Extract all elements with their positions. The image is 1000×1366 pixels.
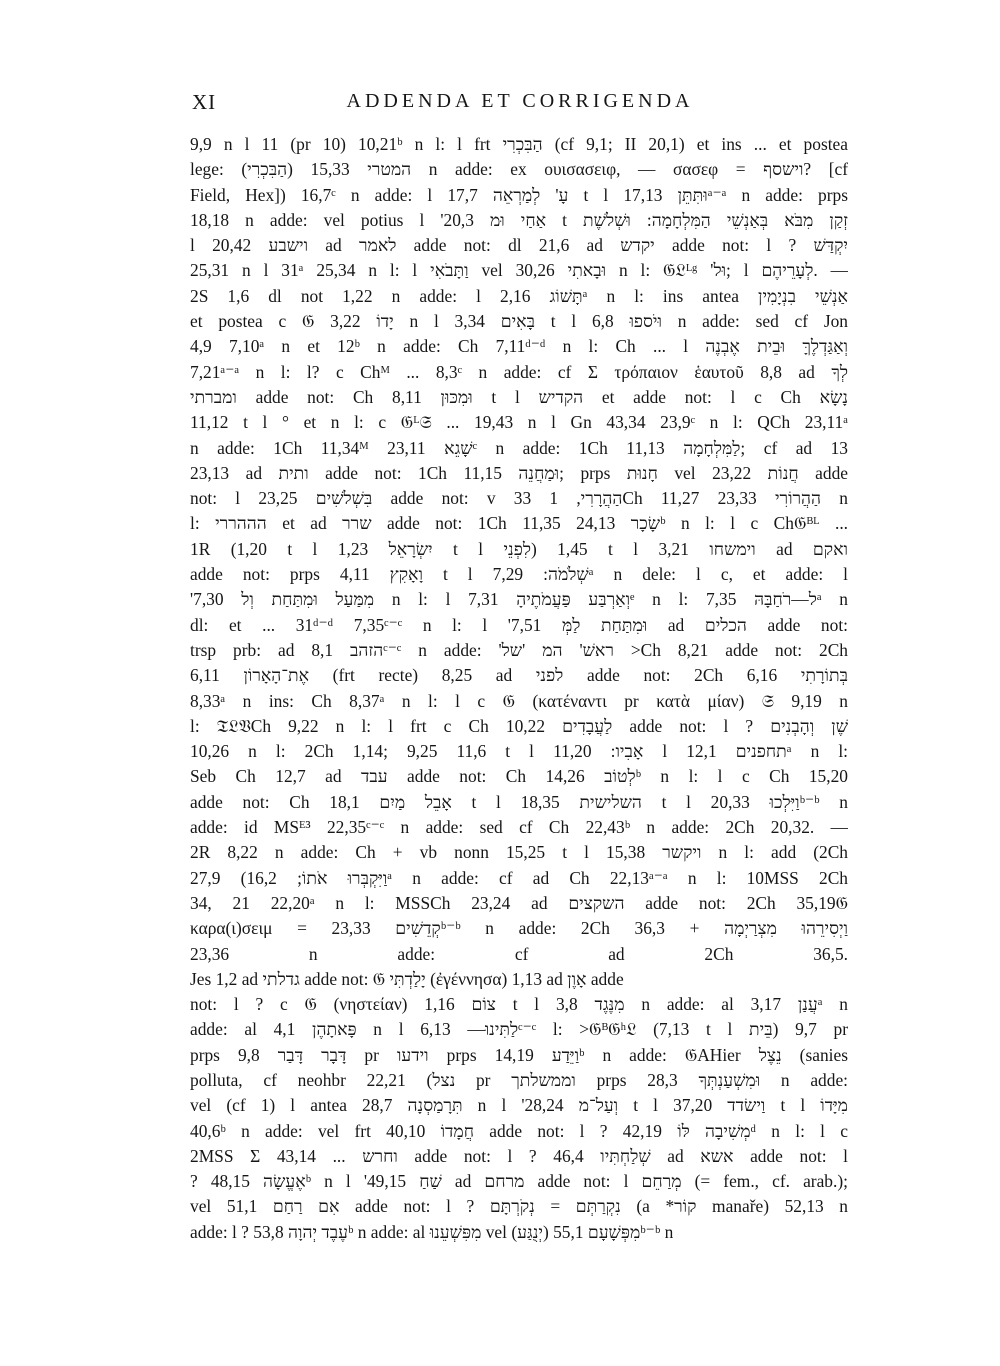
text-line: 27,9 (וַיִּקְבְּרוּ אֹתוֹ; 16,2ᵃ n adde: cf ad Ch 22,13ᵃ⁻ᵃ n l: 10MSS 2Ch	[190, 867, 848, 888]
text-line: adde not: prps וָאָקִץ 4,11 t l שְׁלֹמֹה: 7,29ᵃ n dele: l c, et adde: l	[190, 564, 848, 585]
text-line: 2R 8,22 n adde: Ch + vb nonn 15,25 t l ויקשר 15,38 n l: add (2Ch	[190, 842, 848, 863]
text-line: l: 𝔗𝔏𝔙Ch 9,22 n l: l frt c Ch לַעֲבָדִים 10,22 adde not: l ? שֶׁן וְהָבְנִים	[190, 715, 848, 736]
page-title: ADDENDA ET CORRIGENDA	[346, 90, 694, 112]
text-line: l וישבע 20,42 ad לאמר adde not: dl 21,6 ad יקדש adde not: l ? יִקְדַּשׁ	[190, 235, 848, 256]
text-line: 10,26 n l: 2Ch 1,14; 9,25 11,6 t l אָבִיו: 11,20 l תחפנים 12,1ᵃ n l:	[190, 741, 848, 762]
text-line: Field, Hex]) 16,7ᶜ n adde: l עָ' לְמַרְאֵה 17,7 t l וּתִּתֵּן 17,13ᵃ⁻ᵃ n adde: prps	[190, 184, 848, 205]
text-line: adde: id MSᴱ³ 22,35ᶜ⁻ᶜ n adde: sed cf Ch 22,43ᵇ n adde: 2Ch 20,32. —	[190, 817, 848, 838]
text-line: adde: al פָּאתָהֶן 4,1 n l לַתִּינוּ— 6,13ᶜ⁻ᶜ l: >𝔊ᴮ𝔊ʰ𝔏 (7,13 t l בֵּית) 9,7 pr	[190, 1019, 848, 1040]
text-line: not: l ? c 𝔊 (νηστείαν) צוֹם 1,16 t l מִנֶּגֶד 3,8 n adde: al עֲנַן 3,17ᵃ n	[190, 994, 848, 1015]
text-line: Seb Ch 12,7 ad עבד adde not: Ch לְטוֹב 14,26ᵇ n l: l c Ch 15,20	[190, 766, 848, 787]
text-line: ? אֶעֱשָׂה 48,15ᵇ n l 'שַׁחַ 49,15 ad מרחם adde not: l מְרַחֵם (= fem., cf. arab.);	[190, 1171, 848, 1192]
text-line: l: הההררי et ad שרר adde not: 1Ch 11,35 שָׂכָר 24,13ᵇ n l: l c Ch𝔊ᴮᴸ ...	[190, 513, 848, 534]
text-line: ומברתי adde not: Ch וּמִכּוּן 8,11 t l הקדיש et adde not: l c Ch נָשָׂא	[190, 386, 848, 407]
text-line: 40,6ᵇ n adde: vel frt חֲמָדוֹ 40,10 adde not: l ? מְשִׁיבָה לּוֹ 42,19ᵈ n l: l c	[190, 1120, 848, 1141]
text-line: 25,31 n l 31ᵃ 25,34 n l: l וַתָּבֹאִי vel וּבָאתִי 30,26 n l: 𝔊𝔏ᴸᵍ 'וּל; l לְעָרֵיהֶם. —	[190, 260, 848, 281]
text-line: 23,13 ad ותית adde not: 1Ch 11,15 וּמַחֲנֵה; prps חָנוּת vel חֲנוֹת 23,22 adde	[190, 462, 848, 483]
text-line: polluta, cf neohbr נצל) 22,21 pr וממשלתך prps וּמִשְׁעַנְתְּךָ 28,3 n adde:	[190, 1069, 848, 1090]
text-line: 34, 21 22,20ᵃ n l: MSSCh 23,24 ad השקצים adde not: 2Ch 35,19𝔊	[190, 892, 848, 913]
text-line: 11,12 t l ° et n l: c 𝔊ᴸ𝔖 ... 19,43 n l Gn 43,34 23,9ᶜ n l: QCh 23,11ᵃ	[190, 412, 848, 433]
text-line: 8,33ᵃ n ins: Ch 8,37ᵃ n l: l c 𝔊 (κατέναντι pr κατὰ μίαν) 𝔖 9,19 n	[190, 690, 848, 711]
text-line: dl: et ... 31ᵈ⁻ᵈ 7,35ᶜ⁻ᶜ n l: l 'וּמִתַּחַת לַמְּ 7,51 ad הכלים adde not:	[190, 614, 848, 635]
text-line: trsp prb: ad הזהב 8,1ᶜ⁻ᶜ n adde: 'ראשׁ' המ 'של >Ch 8,21 adde not: 2Ch	[190, 639, 848, 660]
page-header	[190, 90, 850, 120]
text-line: et postea c 𝔊 יָדוֹ 3,22 n l בָּאִים 3,34 t l וּיֹספוּ 6,8 n adde: sed cf Jon	[190, 311, 848, 332]
text-line: 4,9 7,10ᵃ n et 12ᵇ n adde: Ch 7,11ᵈ⁻ᵈ n l: Ch ... l וְאַגַּדְלֶךָּ וּבֵית אֶבְנֶה	[190, 336, 848, 357]
text-line: vel אִם רַחַם 51,1 adde not: l ? נִקְרַתְּם = נְקֹרְתָּם (a *קוֹר manaře) 52,13 n	[190, 1196, 848, 1217]
text-line: 2MSS Σ וחרש ... 43,14 adde not: l ? שְׁלַחְתִּיו 46,4 ad אשא adde not: l	[190, 1145, 848, 1166]
text-line: not: l בִּשְׁלֹשִׁים 23,25 adde not: v 33 הַהֲרָרִי, 1Ch 11,27 הַהֲרוֹרִי 23,33 n	[190, 488, 848, 509]
addenda-text	[190, 132, 848, 1245]
text-line: prps דָּבָר דָּבַר 9,8 pr וידעו prps וַיֵּדַע 14,19ᵇ n adde: 𝔊AHier נֵצֶל (sanies	[190, 1044, 848, 1065]
text-line: adde not: Ch אָבֵל מַיִם 18,1 t l השלישית 18,35 t l וַיִּלְכוּ 20,33ᵇ⁻ᵇ n	[190, 791, 848, 812]
text-line: n adde: 1Ch 11,34ᴹ שָׁגֵא 23,11ᶜ n adde: 1Ch 11,13 לַמִּלְחָמָה; cf ad 13	[190, 437, 848, 458]
text-line: 9,9 n l 11 (pr 10) 10,21ᵇ n l: l frt הַבִּכְרִי (cf 9,1; II 20,1) et ins ... et postea	[190, 134, 848, 154]
text-line: 23,36 n adde: cf ad 2Ch 36,5.	[190, 943, 848, 964]
text-line: adde: l ? עֶבֶד יְהוָה 53,8ᵇ n adde: al מִפִּשְׁעֵנוּ vel (יְנֻגַּע) מִפְּשָׁעָם 55,1ᵇ⁻ᵇ n	[190, 1221, 674, 1242]
text-line: καρα(ι)σειμ = קְדֵשִׁים 23,33ᵇ⁻ᵇ n adde: 2Ch 36,3 + וַיְסִירֵהוּ מִצְרַיְמָה	[190, 918, 848, 939]
text-line: 7,21ᵃ⁻ᵃ n l: l? c Chᴹ ... 8,3ᶜ n adde: cf Σ τρόπαιον ἑαυτοῦ 8,8 ad לְךָ	[190, 361, 848, 382]
page-number: XI	[192, 90, 217, 114]
text-line: Jes 1,2 ad גדלתי adde not: 𝔊 יָלַדְתִּי (ἐγέννησα) 1,13 ad אָוֶן adde	[190, 968, 624, 989]
text-line: 1R (1,20 t l יִשְׂרָאֵל 1,23 t l לִפְנֵי) 1,45 t l וימשחו 3,21 ad ואקם	[190, 538, 848, 559]
text-line: 18,18 n adde: vel potius l 'אַחַי וּמ 20,3 t זְקַן מִבֹּא בְּאַנְשֵׁי הַמִּלְחָמָה: וּשְׁלשֶׁת	[190, 209, 848, 230]
text-line: vel (cf 1) l antea תִּרָמַסְנָה 28,7 n l 'וְעַל־מ 28,24 t l וַישׂדד 37,20 t l מִיָּדוֹ	[190, 1095, 848, 1116]
text-line: 6,11 אֶת־הָאָרוֹן (frt recte) 8,25 ad לפני adde not: 2Ch 6,16 בְּתוֹרָתִי	[190, 665, 848, 686]
text-line: lege: (הַבִּכְרִי) המטרי 15,33 n adde: ex ουισασειφ, — σασεφ = וישסף? [cf	[190, 159, 848, 180]
text-line: 2S 1,6 dl not 1,22 n adde: l תָּשׁוֹג 2,16ᵃ n l: ins antea אַנְשֵׁי בִנְיָמִין	[190, 285, 848, 306]
text-line: 'מִמַּעַל וּמִתַּחַת וְל 7,30 n l: l וְאַרְבַּע פַּעֲמֹתֶיהָ 7,31ᵉ n l: ל—רֹחַבָּהּ 7,35ᵃ n	[190, 589, 848, 610]
